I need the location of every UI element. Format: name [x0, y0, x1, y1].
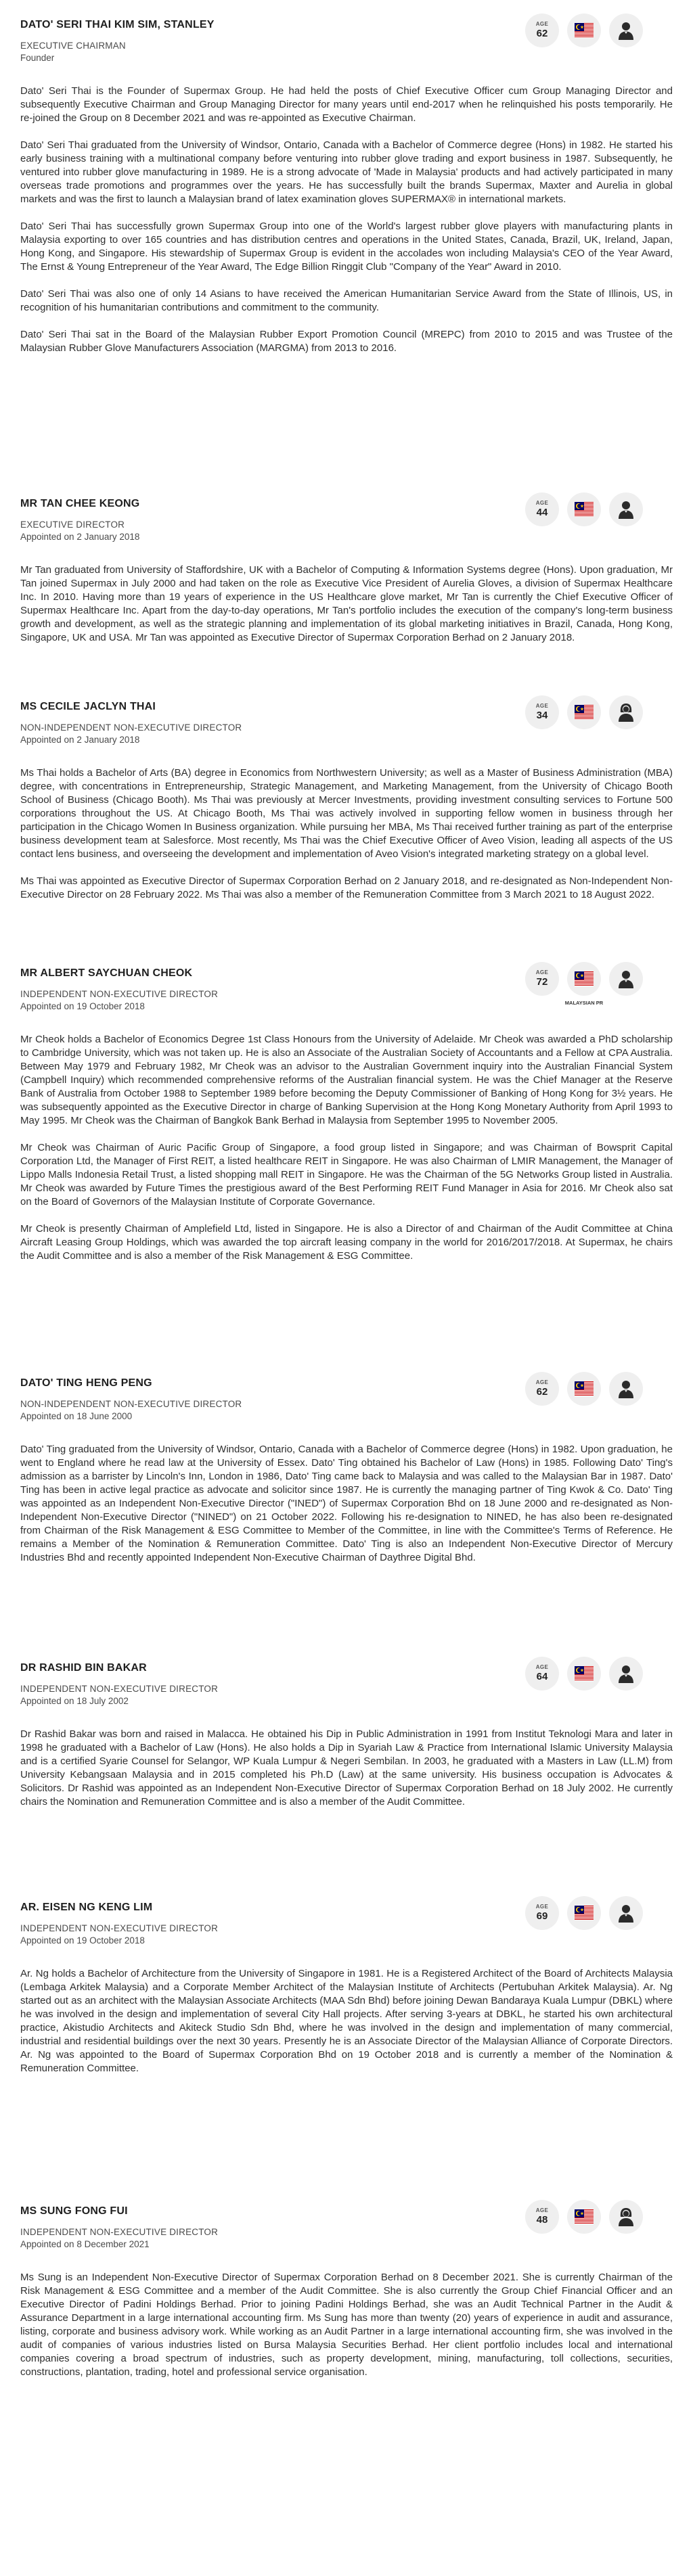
- age-label: AGE: [535, 500, 549, 506]
- director-subtitle: Appointed on 8 December 2021: [20, 2239, 150, 2249]
- male-icon: [609, 1896, 643, 1930]
- director-name: MS CECILE JACLYN THAI: [20, 701, 156, 712]
- male-icon: [609, 492, 643, 526]
- bio-paragraph: Dato' Seri Thai was also one of only 14 Asians to have received the American Humanitarian Service Award from the State of Illinois, US, in recognition of his humanitarian contributions and commitment to the community.: [20, 288, 673, 313]
- age-value: 48: [536, 2214, 548, 2226]
- age-value: 62: [536, 28, 548, 39]
- director-profile: [0, 701, 693, 915]
- bio-paragraph: Ar. Ng holds a Bachelor of Architecture from the University of Singapore in 1981. He is a Registered Architect of the Board of Architects Malaysia (Lembaga Arkitek Malaysia) and a Corporate Member Architect of the Malaysian Institute of Architects (Pertubuhan Arkitek Malaysia). Ar. Ng started out as an architect with the Malaysian Associate Architects (MAA Sdn Bhd) before joining Dewan Bandaraya Kuala Lumpur (DBKL) where he was involved in the design and implementation of several City Hall projects. After serving 3-years at DBKL, he started his own architectural practice, Akistudio Architects and Akiteck Studio Sdn Bhd, where he was involved in the design and implementation of many commercial, industrial and residential buildings over the next 30 years. Presently he is an Associate Director of the Malaysian Alliance of Corporate Directors. Ar. Ng was appointed to the Board of Supermax Corporation Bhd on 19 October 2018 and is currently a member of the Nomination & Remuneration Committee.: [20, 1968, 673, 2074]
- director-biography: [0, 1443, 693, 1565]
- director-header: [0, 967, 693, 1011]
- director-profile: [0, 19, 693, 369]
- male-icon: [609, 14, 643, 47]
- director-biography: [0, 564, 693, 645]
- director-subtitle: Founder: [20, 53, 55, 63]
- age-badge: [525, 492, 559, 526]
- director-role: EXECUTIVE DIRECTOR: [20, 520, 125, 530]
- director-header: [0, 1902, 693, 1946]
- bio-paragraph: Dato' Seri Thai graduated from the University of Windsor, Ontario, Canada with a Bachelor of Commerce degree (Hons) in 1982. He started his early business training with a multinational company before venturing into rubber glove trading and export business in 1987. Subsequently, he ventured into rubber glove manufacturing in 1989. He is a strong advocate of 'Made in Malaysia' products and had actively participated in many overseas trade promotions and programmes over the years. He has successfully built the brands Supermax, Maxter and Aurelia in global markets and was the first to launch a Malaysian brand of latex examination gloves SUPERMAX® in international markets.: [20, 139, 673, 205]
- director-profile: [0, 2205, 693, 2393]
- bio-paragraph: Mr Cheok was Chairman of Auric Pacific Group of Singapore, a food group listed in Singapore; and was Chairman of Bowsprit Capital Corporation Ltd, the Manager of First REIT, a listed healthcare REIT in Singapore. He was also Chairman of LMIR Management, the Manager of Lippo Malls Indonesia Retail Trust, a listed shopping mall REIT in Singapore. He was the Chairman of the 5G Networks Group listed in Australia. Mr Cheok was awarded by Future Times the prestigious award of the Best Performing REIT Fund Manager in Asia for 2016. Mr Cheok also sat on the Board of Governors of the Malaysian Institute of Corporate Governance.: [20, 1142, 673, 1208]
- age-badge: [525, 1657, 559, 1690]
- malaysia-flag-icon: [567, 695, 601, 729]
- director-subtitle: Appointed on 18 June 2000: [20, 1411, 133, 1421]
- age-label: AGE: [535, 1904, 549, 1910]
- bio-paragraph: Mr Tan graduated from University of Staffordshire, UK with a Bachelor of Computing & Information Systems degree (Hons). Upon graduation, Mr Tan joined Supermax in July 2000 and had taken on the role as Executive Vice President of Aurelia Gloves, a division of Supermax Healthcare Inc. In 2010. Having more than 19 years of experience in the US Healthcare glove market, Mr Tan is currently the Chief Executive Officer of Supermax Healthcare Inc. Apart from the day-to-day operations, Mr Tan's portfolio includes the execution of the company's long-term business growth and development, as well as the strategic planning and implementation of its global marketing initiatives in Brazil, Canada, Hong Kong, Singapore, UK and USA. Mr Tan was appointed as Executive Director of Supermax Corporation Berhad on 2 January 2018.: [20, 564, 673, 643]
- director-header: [0, 1377, 693, 1421]
- director-badges: [525, 962, 654, 1006]
- age-label: AGE: [535, 2207, 549, 2213]
- bio-paragraph: Dato' Seri Thai is the Founder of Supermax Group. He had held the posts of Chief Executive Officer cum Group Managing Director and subsequently Executive Chairman and Group Managing Director for many years until end-2017 when he relinquished his posts temporarily. He re-joined the Group on 8 December 2021 and was re-appointed as Executive Chairman.: [20, 85, 673, 124]
- director-role: NON-INDEPENDENT NON-EXECUTIVE DIRECTOR: [20, 1399, 242, 1409]
- age-badge: [525, 962, 559, 996]
- age-badge: [525, 2200, 559, 2234]
- director-header: [0, 2205, 693, 2249]
- director-badges: [525, 492, 654, 530]
- age-badge: [525, 695, 559, 729]
- director-name: DATO' TING HENG PENG: [20, 1377, 152, 1389]
- bio-paragraph: Dato' Seri Thai sat in the Board of the Malaysian Rubber Export Promotion Council (MREPC) from 2010 to 2015 and was Trustee of the Malaysian Rubber Glove Manufacturers Association (MARGMA) from 2013 to 2016.: [20, 329, 673, 354]
- director-profile: [0, 498, 693, 658]
- malaysia-flag-icon: [567, 14, 601, 47]
- director-biography: [0, 85, 693, 355]
- bio-paragraph: Mr Cheok is presently Chairman of Amplefield Ltd, listed in Singapore. He is also a Director of and Chairman of the Audit Committee at China Aircraft Leasing Group Holdings, which was awarded the top aircraft leasing company in the world for 2016/2017/2018. At Supermax, he chairs the Audit Committee and is also a member of the Risk Management & ESG Committee.: [20, 1223, 673, 1262]
- director-name: DR RASHID BIN BAKAR: [20, 1662, 147, 1674]
- age-label: AGE: [535, 1379, 549, 1385]
- age-value: 72: [536, 976, 548, 988]
- malaysia-flag-icon: [567, 1657, 601, 1690]
- bio-paragraph: Ms Thai holds a Bachelor of Arts (BA) degree in Economics from Northwestern University; as well as a Master of Business Administration (MBA) degree, with concentrations in Entrepreneurship, Strategic Management, and Marketing Management, from the University of Chicago Booth School of Business (Chicago Booth). Ms Thai was previously at Mercer Investments, providing investment consulting services to Fortune 500 corporations throughout the US. At Chicago Booth, Ms Thai was actively involved in supporting fellow women in business through her participation in the Chicago Women In Business organization. While pursuing her MBA, Ms Thai received further training as part of the enterprise business development team at Salesforce. Most recently, Ms Thai was the Chief Executive Officer of Aveo Vision, leading all aspects of the US contact lens business, and overseeing the development and implementation of Aveo Vision's integrated marketing strategy on a global level.: [20, 767, 673, 860]
- director-subtitle: Appointed on 19 October 2018: [20, 1935, 145, 1946]
- director-biography: [0, 1728, 693, 1809]
- director-name: DATO' SERI THAI KIM SIM, STANLEY: [20, 19, 215, 30]
- director-badges: [525, 14, 654, 51]
- director-subtitle: Appointed on 2 January 2018: [20, 735, 140, 745]
- age-label: AGE: [535, 21, 549, 27]
- bio-paragraph: Ms Sung is an Independent Non-Executive Director of Supermax Corporation Berhad on 8 December 2021. She is currently Chairman of the Risk Management & ESG Committee and a member of the Audit Committee. She is also currently the Group Chief Financial Officer and an Executive Director of Padini Holdings Berhad. Prior to joining Padini Holdings Berhad, she was an Audit Technical Partner in the Audit & Assurance Department in a large international accounting firm. Ms Sung has more than twenty (20) years of experience in audit and assurance, listing, corporate and business advisory work. While working as an Audit Partner in a large international accounting firm, she was involved in the audit of companies of various industries listed on Bursa Malaysia Securities Berhad. Her client portfolio includes local and international companies covering a broad spectrum of industries, such as property development, mining, manufacturing, toll collections, securities, constructions, plantation, trading, hotel and professional service organisation.: [20, 2272, 673, 2378]
- director-subtitle: Appointed on 18 July 2002: [20, 1696, 129, 1706]
- bio-paragraph: Ms Thai was appointed as Executive Director of Supermax Corporation Berhad on 2 January 2018, and re-designated as Non-Independent Non-Executive Director on 28 February 2022. Ms Thai was also a member of the Remuneration Committee from 3 March 2021 to 18 August 2022.: [20, 875, 673, 900]
- director-biography: [0, 2271, 693, 2379]
- director-biography: [0, 1033, 693, 1263]
- director-profile: [0, 1662, 693, 1822]
- age-value: 69: [536, 1910, 548, 1922]
- director-header: [0, 701, 693, 745]
- director-profile: [0, 967, 693, 1276]
- director-role: EXECUTIVE CHAIRMAN: [20, 41, 126, 51]
- director-role: NON-INDEPENDENT NON-EXECUTIVE DIRECTOR: [20, 722, 242, 733]
- malaysia-flag-icon: [567, 1896, 601, 1930]
- director-role: INDEPENDENT NON-EXECUTIVE DIRECTOR: [20, 1923, 219, 1933]
- female-icon: [609, 2200, 643, 2234]
- age-label: AGE: [535, 969, 549, 975]
- malaysia-flag-icon: [567, 962, 601, 996]
- director-badges: [525, 1657, 654, 1695]
- director-header: [0, 19, 693, 63]
- male-icon: [609, 962, 643, 996]
- malaysia-flag-icon: [567, 1372, 601, 1406]
- bio-paragraph: Dato' Ting graduated from the University of Windsor, Ontario, Canada with a Bachelor of Commerce degree (Hons) in 1982. Upon graduation, he went to England where he read law at the University of Essex. Dato' Ting obtained his Bachelor of Law (Hons) in 1985. Following Dato' Ting's admission as a barrister by Lincoln's Inn, London in 1986, Dato' Ting came back to Malaysia and was called to the Malaysian Bar in 1987. Dato' Ting has been in active legal practice as advocate and solicitor since 1987. He is currently the managing partner of Ting Kwok & Co. Dato' Ting was appointed as an Independent Non-Executive Director ("INED") of Supermax Corporation Bhd on 18 June 2000 and re-designated as Non-Independent Non-Executive Director ("NINED") on 21 October 2022. Following his re-designation to NINED, he has also been re-designated from Chairman of the Risk Management & ESG Committee to Member of the Committee, in line with the Committee's Terms of Reference. He remains a Member of the Nomination & Remuneration Committee. Dato' Ting is also an Independent Non-Executive Director of Mercury Industries Bhd and recently appointed Independent Non-Executive Chairman of Daythree Digital Bhd.: [20, 1444, 673, 1563]
- age-value: 34: [536, 710, 548, 721]
- male-icon: [609, 1657, 643, 1690]
- age-label: AGE: [535, 703, 549, 709]
- bio-paragraph: Dato' Seri Thai has successfully grown Supermax Group into one of the World's largest rubber glove players with manufacturing plants in Malaysia exporting to over 165 countries and has distribution centres and operations in the United States, Canada, Brazil, UK, Ireland, Japan, Hong Kong, and Singapore. His stewardship of Supermax Group is evident in the accolades won including Malaysia's CEO of the Year Award, The Ernst & Young Entrepreneur of the Year Award, The Edge Billion Ringgit Club "Company of the Year" Award in 2010.: [20, 221, 673, 273]
- age-badge: [525, 14, 559, 47]
- female-icon: [609, 695, 643, 729]
- director-name: MS SUNG FONG FUI: [20, 2205, 128, 2217]
- director-badges: [525, 1896, 654, 1934]
- age-badge: [525, 1896, 559, 1930]
- director-subtitle: Appointed on 2 January 2018: [20, 532, 140, 542]
- nationality-caption: MALAYSIAN PR: [564, 1000, 604, 1006]
- age-value: 64: [536, 1671, 548, 1682]
- male-icon: [609, 1372, 643, 1406]
- malaysia-flag-icon: [567, 492, 601, 526]
- director-name: AR. EISEN NG KENG LIM: [20, 1902, 153, 1913]
- director-profile: [0, 1902, 693, 2089]
- age-value: 62: [536, 1386, 548, 1398]
- director-role: INDEPENDENT NON-EXECUTIVE DIRECTOR: [20, 989, 219, 999]
- director-badges: [525, 695, 654, 733]
- director-name: MR ALBERT SAYCHUAN CHEOK: [20, 967, 193, 979]
- director-name: MR TAN CHEE KEONG: [20, 498, 140, 509]
- bio-paragraph: Mr Cheok holds a Bachelor of Economics Degree 1st Class Honours from the University of Adelaide. Mr Cheok was awarded a PhD scholarship to Cambridge University, which was not taken up. He is also an Associate of the Australian Society of Accountants and a Fellow at CPA Australia. Between May 1979 and February 1982, Mr Cheok was an advisor to the Australian Government inquiry into the Australian Financial System (Campbell Inquiry) which recommended comprehensive reforms of the Australian financial system. He was the Chief Manager at the Reserve Bank of Australia from October 1988 to September 1989 before becoming the Deputy Commissioner of Banking of Hong Kong for 3½ years. He was subsequently appointed as the Executive Director in charge of Banking Supervision at the Hong Kong Monetary Authority from April 1993 to May 1995. Mr Cheok was the Chairman of Bangkok Bank Berhad in Malaysia from September 1995 to November 2005.: [20, 1034, 673, 1126]
- director-badges: [525, 2200, 654, 2238]
- director-role: INDEPENDENT NON-EXECUTIVE DIRECTOR: [20, 2227, 219, 2237]
- director-header: [0, 498, 693, 542]
- bio-paragraph: Dr Rashid Bakar was born and raised in Malacca. He obtained his Dip in Public Administration in 1991 from Institut Teknologi Mara and later in 1998 he graduated with a Bachelor of Law (Hons). He also holds a Dip in Syariah Law & Practice from International Islamic University Malaysia and is a certified Syarie Counsel for Selangor, WP Kuala Lumpur & Negeri Sembilan. In 2003, he graduated with a Masters in Law (LL.M) from University Kebangsaan Malaysia and in 2015 completed his Ph.D (Law) at the same university. His business occupation is Advocates & Solicitors. Dr Rashid was appointed as an Independent Non-Executive Director of Supermax Corporation Berhad on 18 July 2002. He currently chairs the Nomination and Remuneration Committee and is also a member of the Audit Committee.: [20, 1728, 673, 1808]
- age-badge: [525, 1372, 559, 1406]
- director-biography: [0, 1967, 693, 2075]
- director-biography: [0, 766, 693, 902]
- director-badges: [525, 1372, 654, 1410]
- age-label: AGE: [535, 1664, 549, 1670]
- age-value: 44: [536, 507, 548, 518]
- director-subtitle: Appointed on 19 October 2018: [20, 1001, 145, 1011]
- director-header: [0, 1662, 693, 1706]
- director-role: INDEPENDENT NON-EXECUTIVE DIRECTOR: [20, 1684, 219, 1694]
- director-profile: [0, 1377, 693, 1578]
- malaysia-flag-icon: [567, 2200, 601, 2234]
